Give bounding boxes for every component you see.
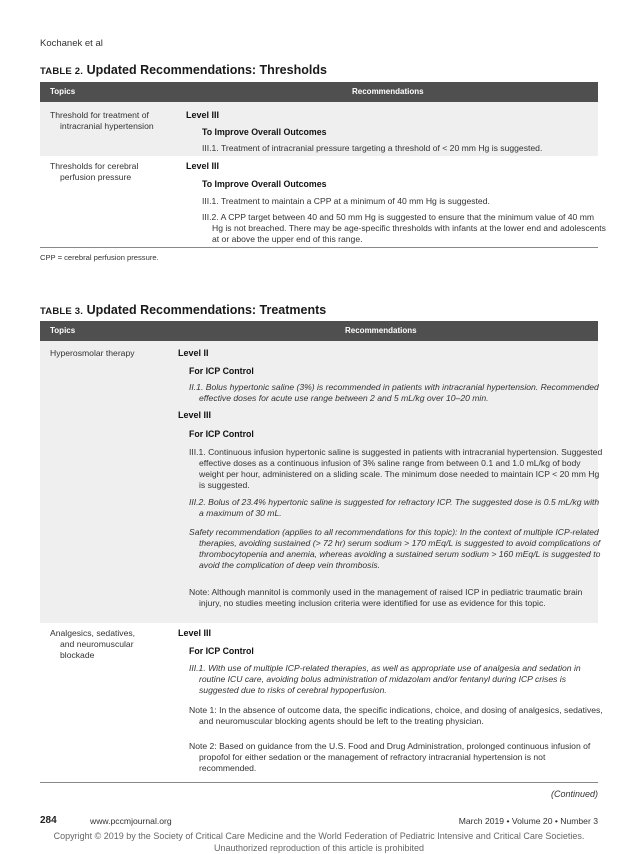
table3-bottom-rule: [40, 782, 598, 783]
table2-row1-rec-1: III.1. Treatment of intracranial pressure targeting a threshold of < 20 mm Hg is suggested.: [202, 143, 543, 153]
table3-row1-level-ii: Level II: [178, 348, 209, 358]
table2-row2-rec-2: III.2. A CPP target between 40 and 50 mm Hg is suggested to ensure that the minimum value of 40 mm Hg is not breached. There may be age-specific thresholds with infants at the lower end and adolescents at or above the upper end of this range.: [202, 212, 606, 244]
table3-row1-rec-ii1: II.1. Bolus hypertonic saline (3%) is recommended in patients with intracranial hypertension. Recommended effective doses for acute use range between 2 and 5 mL/kg over 10–20 min.: [189, 382, 599, 403]
table3-label: TABLE 3.: [40, 306, 84, 317]
table2-row2-topic: Thresholds for cerebral perfusion pressure: [50, 161, 139, 182]
table2-row1-level: Level III: [186, 110, 220, 120]
table3-row1-level-iii: Level III: [178, 410, 212, 420]
table2-row2-rec-1: III.1. Treatment to maintain a CPP at a minimum of 40 mm Hg is suggested.: [202, 196, 490, 206]
table2-header: [40, 82, 598, 102]
copyright-notice: [0, 830, 638, 854]
copyright-line-1: Copyright © 2019 by the Society of Critical Care Medicine and the World Federation of Pediatric Intensive and Critical Care Societies.: [53, 831, 585, 841]
table3-row1-note: Note: Although mannitol is commonly used in the management of raised ICP in pediatric traumatic brain injury, no studies meeting inclusion criteria were identified for use as evidence for this topic.: [189, 587, 583, 608]
table2-caption: [40, 63, 327, 77]
table3-caption: [40, 303, 326, 317]
table3-row1-topic: Hyperosmolar therapy: [50, 348, 135, 358]
issue-info: March 2019 • Volume 20 • Number 3: [458, 816, 598, 826]
table2-header-topics: Topics: [50, 87, 76, 96]
table2-row2-subheading: To Improve Overall Outcomes: [202, 179, 327, 189]
continued-label: (Continued): [550, 789, 598, 799]
table3-row1-subheading-ii: For ICP Control: [189, 366, 254, 376]
copyright-line-2: Unauthorized reproduction of this article is prohibited: [213, 843, 425, 853]
table3-row2-topic: Analgesics, sedatives, and neuromuscular blockade: [50, 628, 136, 660]
table3-row1-subheading-iii: For ICP Control: [189, 429, 254, 439]
page-number: 284: [40, 815, 57, 826]
running-head: Kochanek et al: [40, 38, 103, 49]
table3-row1-rec-iii1: III.1. Continuous infusion hypertonic saline is suggested in patients with intracranial hypertension. Suggested effective doses as a continuous infusion of 3% saline range from between 0.1 and 1.0 mL/kg of body weight per hour, administered on a sliding scale. The minimum dose needed to maintain ICP < 20 mm Hg is suggested.: [189, 447, 603, 490]
table3-row2-rec-iii1: III.1. With use of multiple ICP-related therapies, as well as appropriate use of analgesia and sedation in routine ICU care, avoiding bolus administration of midazolam and/or fentanyl during ICP crises is suggested due to risks of cerebral hypoperfusion.: [189, 663, 581, 695]
table2-title: Updated Recommendations: Thresholds: [86, 63, 327, 77]
table2-label: TABLE 2.: [40, 66, 84, 77]
table3-row2-level-iii: Level III: [178, 628, 212, 638]
table2-footnote: CPP = cerebral perfusion pressure.: [40, 253, 159, 262]
table3-row2-subheading-iii: For ICP Control: [189, 646, 254, 656]
table3-row2-note-2: Note 2: Based on guidance from the U.S. Food and Drug Administration, prolonged continuous infusion of propofol for either sedation or the management of refractory intracranial hypertension is not recommended.: [189, 741, 591, 773]
table3-title: Updated Recommendations: Treatments: [86, 303, 327, 317]
table3-row1-rec-iii2: III.2. Bolus of 23.4% hypertonic saline is suggested for refractory ICP. The suggested dose is 0.5 mL/kg with a maximum of 30 mL.: [189, 497, 600, 518]
table3-header-recommendations: Recommendations: [345, 326, 417, 335]
journal-url: www.pccmjournal.org: [90, 816, 172, 826]
table2-row1-subheading: To Improve Overall Outcomes: [202, 127, 327, 137]
table3-header-topics: Topics: [50, 326, 76, 335]
table3-row1-safety: Safety recommendation (applies to all recommendations for this topic): In the context of multiple ICP-related therapies, avoiding sustained (> 72 hr) serum sodium > 170 mEq/L is suggested to avoid complications of thrombocytopenia and anemia, whereas avoiding a sustained serum sodium > 160 mEq/L is suggested to avoid the complication of deep vein thrombosis.: [189, 527, 601, 570]
table2-row2-level: Level III: [186, 161, 220, 171]
table2-row1-topic: Threshold for treatment of intracranial hypertension: [50, 110, 154, 131]
table2-bottom-rule: [40, 247, 598, 248]
table3-header: [40, 321, 598, 341]
table3-row2-note-1: Note 1: In the absence of outcome data, the specific indications, choice, and dosing of analgesics, sedatives, and neuromuscular blocking agents should be left to the treating physician.: [189, 705, 603, 726]
table2-header-recommendations: Recommendations: [352, 87, 424, 96]
